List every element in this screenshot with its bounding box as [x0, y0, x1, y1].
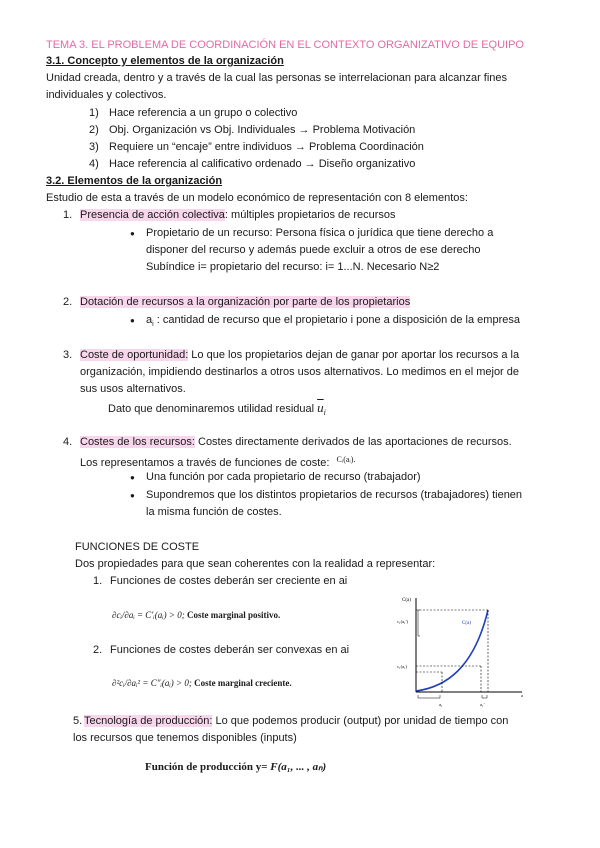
- bracket: [482, 695, 487, 698]
- element-3-line-3: sus usos alternativos.: [80, 383, 186, 395]
- element-4-highlight: Costes de los recursos:: [80, 436, 195, 448]
- production-function-label: Función de producción y=: [145, 761, 268, 773]
- bracket: [418, 610, 420, 636]
- element-3-residual-text: Dato que denominaremos utilidad residual: [108, 403, 315, 415]
- element-1-line: [80, 208, 396, 223]
- element-1-rest: : múltiples propietarios de recursos: [224, 209, 396, 221]
- element-4-bullet-2-line-2: la misma función de costes.: [146, 506, 282, 518]
- element-1-bullet-line-2: disponer del recurso y además puede excluir a otros de ese derecho: [146, 244, 481, 256]
- property-2-formula: [112, 676, 292, 691]
- property-2-num: 2.: [93, 644, 103, 656]
- element-5-line-2: los recursos que tenemos disponibles (inputs): [73, 732, 297, 744]
- element-4-bullet-2-line-1: Supondremos que los distintos propietarios de recursos (trabajadores) tienen: [146, 489, 523, 501]
- page-title: TEMA 3. EL PROBLEMA DE COORDINACIÓN EN EL CONTEXTO ORGANIZATIVO DE EQUIPO: [46, 39, 524, 51]
- element-5-line-1: [84, 714, 508, 729]
- production-function: [145, 760, 326, 775]
- cost-function-graph: [396, 592, 528, 710]
- list-item: Hace referencia al calificativo ordenado → Diseño organizativo: [109, 158, 416, 170]
- element-1-bullet-line-3: Subíndice i= propietario del recurso: i= 1...N. Necesario N≥2: [146, 261, 440, 273]
- graph-curve-label: C(a): [462, 621, 471, 626]
- element-4-line-1: [80, 435, 512, 450]
- element-4-line-2-text: Los representamos a través de funciones de coste:: [80, 457, 330, 469]
- element-4-rest: Costes directamente derivados de las aportaciones de recursos.: [194, 436, 512, 448]
- graph-y-tick-2: c₁(a₁): [397, 664, 408, 669]
- list-item-num: 1): [89, 107, 99, 119]
- marginal-cost-label: Coste marginal positivo.: [186, 610, 281, 620]
- element-3-highlight: Coste de oportunidad:: [80, 349, 189, 361]
- element-5-highlight: Tecnología de producción:: [84, 715, 213, 727]
- element-3-line-1: [80, 348, 519, 363]
- graph-y-tick-1: c₁(a₁′): [397, 619, 409, 624]
- property-2-text: Funciones de costes deberán ser convexas en ai: [110, 644, 350, 656]
- element-4-num: 4.: [63, 436, 73, 448]
- element-1-highlight: Presencia de acción colectiva: [80, 209, 225, 221]
- element-2-highlight: Dotación de recursos a la organización por parte de los propietarios: [80, 296, 411, 308]
- s32-intro: Estudio de esta a través de un modelo económico de representación con 8 elementos:: [46, 192, 468, 204]
- section-3-2-heading: 3.2. Elementos de la organización: [46, 175, 223, 187]
- element-4-line-2: [80, 452, 355, 471]
- resource-symbol: a: [146, 314, 153, 326]
- element-4-bullet-1: Una función por cada propietario de recurso (trabajador): [146, 471, 421, 483]
- convexity-label: Coste marginal creciente.: [194, 678, 292, 688]
- graph-x-label: a: [521, 693, 523, 698]
- element-3-num: 3.: [63, 349, 73, 361]
- element-3-line-4: [108, 400, 326, 420]
- bracket: [418, 695, 440, 698]
- s31-intro-line-1: Unidad creada, dentro y a través de la cual las personas se interrelacionan para alcanzar fines: [46, 72, 508, 84]
- cost-curve: [416, 610, 488, 691]
- list-item-num: 3): [89, 141, 99, 153]
- list-item-num: 2): [89, 124, 99, 136]
- element-1-num: 1.: [63, 209, 73, 221]
- convexity-formula: ∂²cᵢ/∂aᵢ² = C″ᵢ(aᵢ) > 0;: [112, 678, 192, 688]
- production-function-expression: F(a₁, ... , aₙ): [270, 761, 327, 773]
- bullet-dot-icon: ●: [130, 491, 135, 500]
- marginal-cost-formula: ∂cᵢ/∂aᵢ = C′ᵢ(aᵢ) > 0;: [112, 610, 185, 620]
- property-1-num: 1.: [93, 575, 103, 587]
- cost-function-formula: Cᵢ(aᵢ).: [336, 455, 356, 464]
- element-5-num: 5.: [73, 715, 83, 727]
- property-1-formula: [112, 608, 280, 623]
- cost-functions-heading: FUNCIONES DE COSTE: [75, 541, 200, 553]
- bullet-dot-icon: ●: [130, 473, 135, 482]
- element-1-bullet-line-1: Propietario de un recurso: Persona física o jurídica que tiene derecho a: [146, 227, 494, 239]
- element-5-rest: Lo que podemos producir (output) por unidad de tiempo con: [212, 715, 509, 727]
- s31-intro-line-2: individuales y colectivos.: [46, 89, 167, 101]
- graph-x-tick-2: a₁′: [480, 702, 485, 707]
- element-2-line: [80, 295, 410, 310]
- graph-x-tick-1: a₁: [439, 702, 443, 707]
- list-item-num: 4): [89, 158, 99, 170]
- residual-utility-subscript: i: [323, 408, 326, 418]
- resource-subscript: i: [152, 321, 154, 329]
- element-2-num: 2.: [63, 296, 73, 308]
- element-2-bullet: [146, 313, 520, 332]
- bullet-dot-icon: ●: [130, 316, 135, 325]
- section-3-1-heading: 3.1. Concepto y elementos de la organización: [46, 55, 284, 67]
- list-item: Requiere un “encaje” entre individuos → Problema Coordinación: [109, 141, 424, 153]
- bullet-dot-icon: ●: [130, 229, 135, 238]
- cost-functions-intro: Dos propiedades para que sean coherentes con la realidad a representar:: [75, 558, 436, 570]
- element-3-line-2: organización, impidiendo destinarlos a otros usos alternativos. Lo medimos en el mejor de: [80, 366, 520, 378]
- graph-y-label: C(a): [402, 598, 411, 603]
- list-item: Hace referencia a un grupo o colectivo: [109, 107, 298, 119]
- residual-utility-symbol: $\overline{u}$: [317, 400, 324, 415]
- element-3-rest: Lo que los propietarios dejan de ganar por aportar los recursos a la: [188, 349, 520, 361]
- property-1-text: Funciones de costes deberán ser creciente en ai: [110, 575, 348, 587]
- list-item: Obj. Organización vs Obj. Individuales → Problema Motivación: [109, 124, 416, 136]
- element-2-bullet-text: : cantidad de recurso que el propietario i pone a disposición de la empresa: [153, 314, 520, 326]
